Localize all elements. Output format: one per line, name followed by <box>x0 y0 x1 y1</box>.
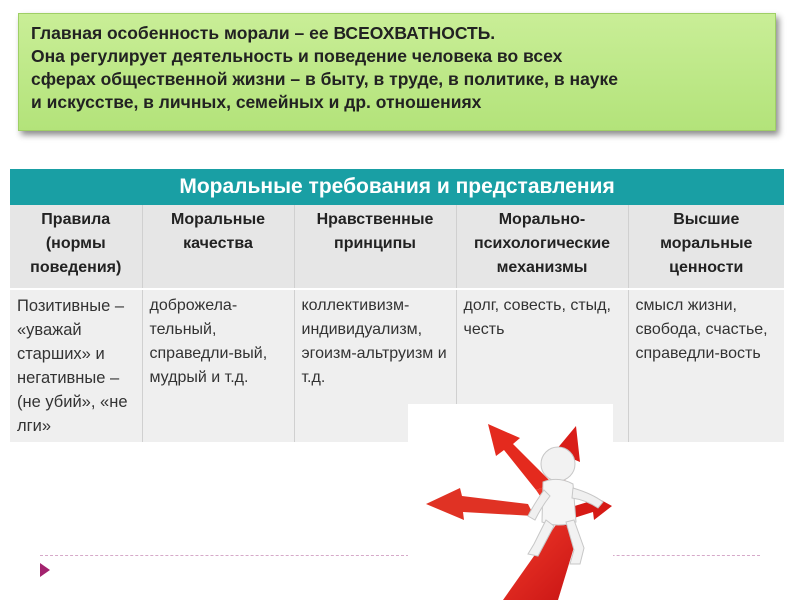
footer-divider <box>40 555 760 556</box>
intro-box <box>18 13 776 131</box>
crossroads-illustration <box>408 404 613 600</box>
table-title: Моральные требования и представления <box>10 169 784 205</box>
header-rules: Правила (нормы поведения) <box>10 205 142 289</box>
cell-rules: Позитивные – «уважай старших» и негативные – (не убий», «не лги» <box>10 289 142 442</box>
cell-mechanisms: долг, совесть, стыд, честь <box>456 289 628 442</box>
play-arrow-icon[interactable] <box>40 563 50 577</box>
cell-values: смысл жизни, свобода, счастье, справедли-вость <box>628 289 784 442</box>
cell-qualities: доброжела-тельный, справедли-вый, мудрый и т.д. <box>142 289 294 442</box>
header-mechanisms: Морально-психологические механизмы <box>456 205 628 289</box>
header-values: Высшие моральные ценности <box>628 205 784 289</box>
intro-line-4: и искусстве, в личных, семейных и др. отношениях <box>31 92 482 112</box>
intro-line-3: сферах общественной жизни – в быту, в труде, в политике, в науке <box>31 69 619 89</box>
header-qualities: Моральные качества <box>142 205 294 289</box>
cell-principles: коллективизм-индивидуализм, эгоизм-альтруизм и т.д. <box>294 289 456 442</box>
header-principles: Нравственные принципы <box>294 205 456 289</box>
intro-line-1: Главная особенность морали – ее ВСЕОХВАТНОСТЬ. <box>31 23 496 43</box>
intro-line-2: Она регулирует деятельность и поведение человека во всех <box>31 46 563 66</box>
crossroads-arrows-icon <box>408 404 613 600</box>
morality-table <box>10 169 784 442</box>
